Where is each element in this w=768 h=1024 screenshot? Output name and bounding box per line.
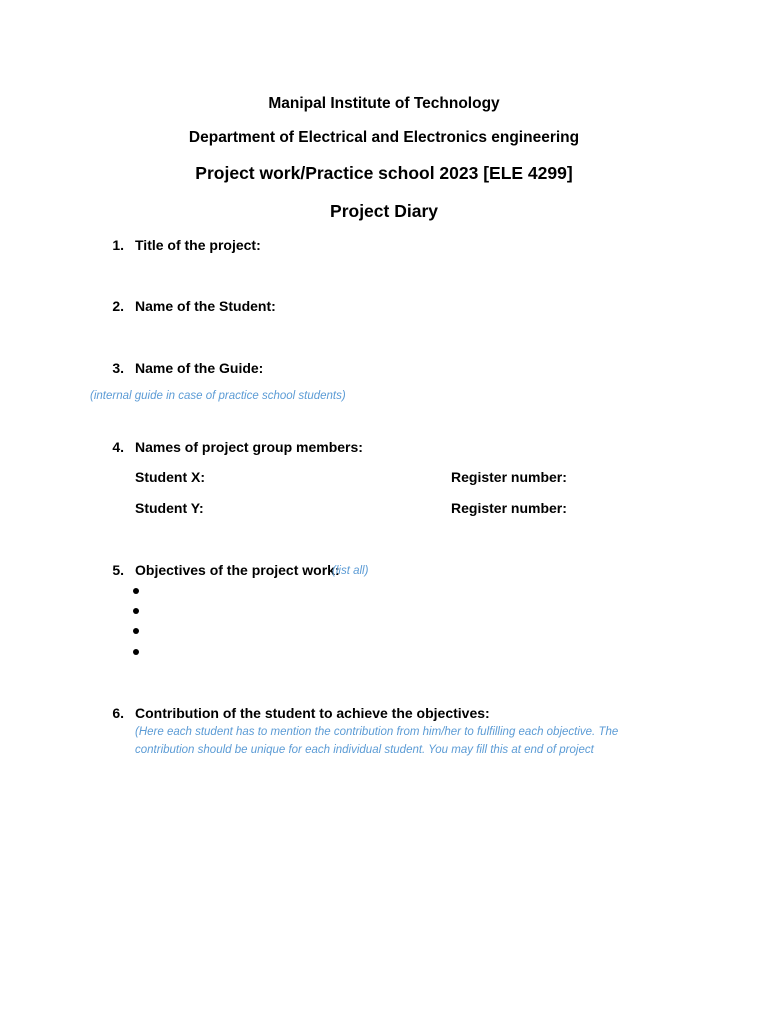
item-number: 1.: [112, 237, 124, 253]
item-number: 3.: [112, 360, 124, 376]
course-title: Project work/Practice school 2023 [ELE 4299]: [195, 163, 573, 183]
item-label: Title of the project:: [135, 237, 261, 253]
item-number: 4.: [112, 439, 124, 455]
guide-note: (internal guide in case of practice school students): [90, 390, 346, 402]
item-label: Objectives of the project work:: [135, 562, 340, 578]
objective-bullet: [133, 628, 139, 634]
member-register-y: Register number:: [451, 500, 567, 516]
document-title: Project Diary: [330, 201, 438, 221]
objective-bullet: [133, 608, 139, 614]
institute-name: Manipal Institute of Technology: [268, 95, 500, 112]
objectives-note: (list all): [332, 565, 369, 577]
objective-bullet: [133, 649, 139, 655]
contribution-note: (Here each student has to mention the contribution from him/her to fulfilling each objective. The contribution should be unique for each individual student. You may fill this at end of project: [135, 726, 619, 756]
member-student-x: Student X:: [135, 469, 205, 485]
member-register-x: Register number:: [451, 469, 567, 485]
member-student-y: Student Y:: [135, 500, 204, 516]
objective-bullet: [133, 588, 139, 594]
item-number: 5.: [112, 562, 124, 578]
item-label: Name of the Guide:: [135, 360, 264, 376]
item-label: Name of the Student:: [135, 298, 276, 314]
item-number: 6.: [112, 705, 124, 721]
item-label: Contribution of the student to achieve the objectives:: [135, 705, 490, 721]
item-number: 2.: [112, 298, 124, 314]
item-label: Names of project group members:: [135, 439, 363, 455]
department-name: Department of Electrical and Electronics engineering: [188, 129, 580, 146]
